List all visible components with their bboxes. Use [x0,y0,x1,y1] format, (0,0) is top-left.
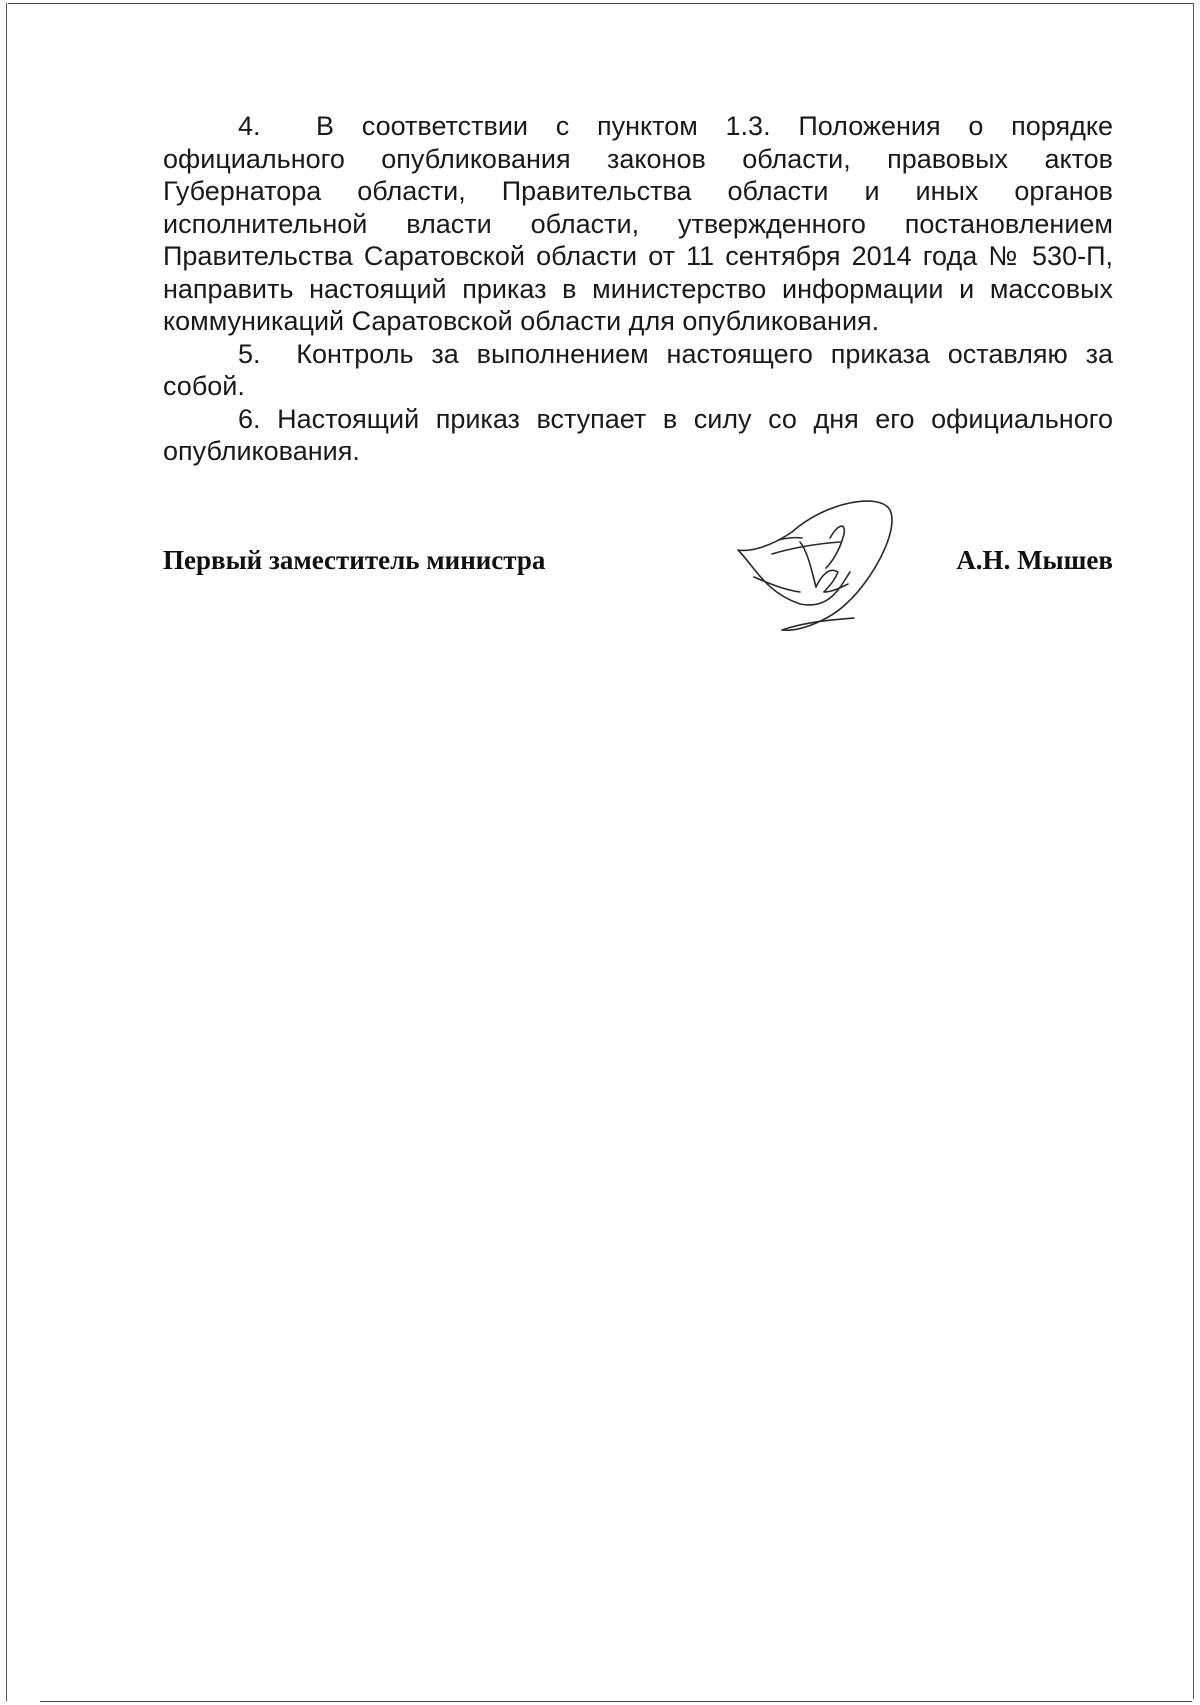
signatory-name: А.Н. Мышев [956,545,1113,575]
document-body [163,110,1113,468]
paragraph-number: 4. [238,111,261,141]
paragraph-5 [163,338,1113,403]
scan-edge-bottom [40,1701,1192,1702]
paragraph-text: Настоящий приказ вступает в силу со дня его официального опубликования. [163,403,1113,466]
paragraph-number: 6. [238,403,261,434]
paragraph-6 [163,403,1113,468]
scan-edge-right [1193,3,1194,1699]
handwritten-signature-image [730,492,910,642]
scan-edge-top [8,3,1194,4]
scan-edge-left [6,3,7,1701]
paragraph-text: В соответствии с пунктом 1.3. Положения о порядке официального опубликования законов области, правовых актов Губернатора области, Правительства области и иных органов исполнительной власти области, утвержденного постановлением Правительства Саратовской области от 11 сентября 2014 года № 530-П, направить настоящий приказ в министерство информации и массовых коммуникаций Саратовской области для опубликования. [163,111,1113,336]
signatory-position: Первый заместитель министра [163,545,546,575]
paragraph-number: 5. [238,338,261,369]
paragraph-4 [163,110,1113,338]
paragraph-text: Контроль за выполнением настоящего приказа оставляю за собой. [163,338,1113,401]
signature-block [163,545,1113,585]
